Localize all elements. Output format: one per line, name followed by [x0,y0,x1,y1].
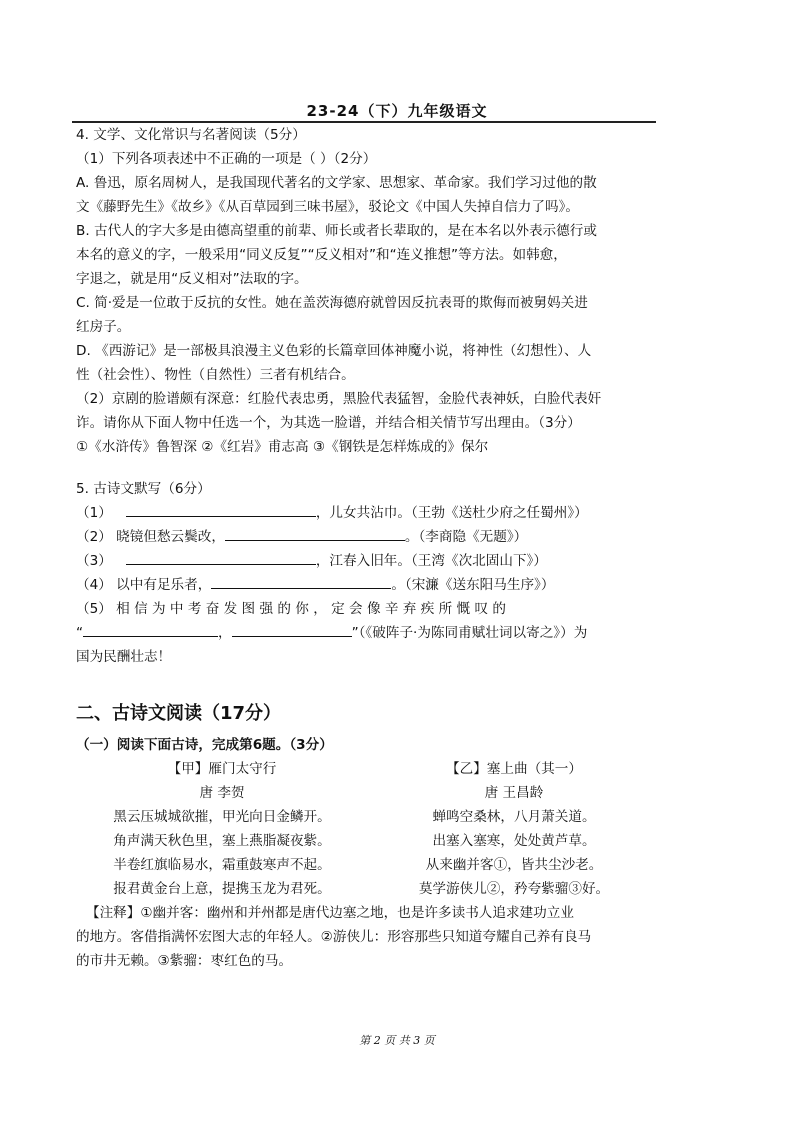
poem-jia [76,757,368,901]
blank-1[interactable] [126,501,316,517]
q4-option-c-2: 红房子。 [76,319,131,335]
q5-line-1-text: ，儿女共沾巾。（王勃《送杜少府之任蜀州》） [315,505,588,521]
poem-line: 半卷红旗临易水，霜重鼓寒声不起。 [113,857,331,873]
q4-option-b-3: 字退之，就是用“反义相对”法取的字。 [76,271,308,287]
q5-line-3-num: （3） [76,553,112,569]
poem-yi-author: 唐 王昌龄 [484,785,544,801]
q5-line-2-pre: （2） 晓镜但愁云鬓改， [76,529,225,545]
q4-sub2-1: （2）京剧的脸谱颇有深意：红脸代表忠勇，黑脸代表猛智，金脸代表神妖，白脸代表奸 [76,391,602,407]
q5-line-5-source: ”（《破阵子·为陈同甫赋壮词以寄之》）为 [351,625,588,641]
blank-6[interactable] [232,621,352,637]
poem-line: 莫学游侠儿②，矜夸紫骝③好。 [418,881,610,897]
blank-3[interactable] [126,549,316,565]
q4-heading: 4. 文学、文化常识与名著阅读（5分） [76,127,306,143]
poem-line: 黑云压城城欲摧，甲光向日金鳞开。 [113,809,331,825]
q5-line-3-text: ，江春入旧年。（王湾《次北固山下》） [315,553,547,569]
poem-line: 报君黄金台上意，提携玉龙为君死。 [113,881,331,897]
q5-line-5-3: 国为民酬壮志！ [76,649,172,665]
q5-line-4 [76,573,661,597]
q4-option-c-1: C. 简·爱是一位敢于反抗的女性。她在盖茨海德府就曾因反抗表哥的欺侮而被舅妈关进 [76,295,588,311]
poem-line: 从来幽并客①，皆共尘沙老。 [425,857,603,873]
q4-option-b-2: 本名的意义的字，一般采用“同义反复”“反义相对”和“连义推想”等方法。如韩愈， [76,247,567,263]
q5-line-4-text: 。（宋濂《送东阳马生序》） [391,577,555,593]
page-content [76,123,661,973]
poem-line: 蝉鸣空桑林，八月萧关道。 [432,809,596,825]
q5-line-2-text: 。（李商隐《无题》） [404,529,528,545]
notes-1: 【注释】①幽并客：幽州和并州都是唐代边塞之地，也是许多读书人追求建功立业 [86,905,574,921]
section-2-title: 二、古诗文阅读（17分） [76,703,282,724]
poem-yi [368,757,660,901]
q5-line-1-num: （1） [76,505,112,521]
notes-2: 的地方。客借指满怀宏图大志的年轻人。②游侠儿：形容那些只知道夸耀自己养有良马 [76,929,592,945]
poem-yi-title: 【乙】塞上曲（其一） [446,761,582,777]
poem-jia-title: 【甲】雁门太守行 [167,761,277,777]
q5-line-2 [76,525,661,549]
poem-jia-author: 唐 李贺 [199,785,245,801]
spacer [76,669,661,699]
blank-4[interactable] [211,573,391,589]
q4-sub2-2: 诈。请你从下面人物中任选一个，为其选一脸谱，并结合相关情节写出理由。（3分） [76,415,581,431]
blank-2[interactable] [225,525,405,541]
open-quote: “ [76,625,84,641]
page-header: 23-24（下）九年级语文 [306,102,488,120]
notes-3: 的市井无赖。③紫骝：枣红色的马。 [76,953,293,969]
poem-line: 出塞入塞寒，处处黄芦草。 [432,833,596,849]
spacer [76,459,661,477]
q4-option-d-2: 性（社会性）、物性（自然性）三者有机结合。 [76,367,355,383]
poem-line: 角声满天秋色里，塞上燕脂凝夜紫。 [113,833,331,849]
page-footer: 第 2 页 共 3 页 [359,1034,435,1047]
q5-line-5-1: （5） 相 信 为 中 考 奋 发 图 强 的 你 ， 定 会 像 辛 弃 疾 所 慨 叹 的 [76,601,506,617]
q5-line-3 [76,549,661,573]
q4-sub1: （1）下列各项表述中不正确的一项是（ ）（2分） [76,151,377,167]
q5-line-5-2 [76,621,661,645]
blank-5[interactable] [83,621,218,637]
q5-line-4-pre: （4） 以中有足乐者， [76,577,212,593]
q4-option-a-2: 文《藤野先生》《故乡》《从百草园到三味书屋》，驳论文《中国人失掉自信力了吗》。 [76,199,579,215]
q4-choices: ①《水浒传》鲁智深 ②《红岩》甫志高 ③《钢铁是怎样炼成的》保尔 [76,439,489,455]
q4-option-d-1: D. 《西游记》是一部极具浪漫主义色彩的长篇章回体神魔小说，将神性（幻想性）、人 [76,343,592,359]
comma: ， [218,625,232,641]
poems-row [76,757,661,901]
q5-heading: 5. 古诗文默写（6分） [76,481,211,497]
q4-option-b-1: B. 古代人的字大多是由德高望重的前辈、师长或者长辈取的，是在本名以外表示德行或 [76,223,597,239]
section-2-sub1: （一）阅读下面古诗，完成第6题。（3分） [76,737,333,753]
q4-option-a-1: A. 鲁迅，原名周树人，是我国现代著名的文学家、思想家、革命家。我们学习过他的散 [76,175,597,191]
q5-line-1 [76,501,661,525]
